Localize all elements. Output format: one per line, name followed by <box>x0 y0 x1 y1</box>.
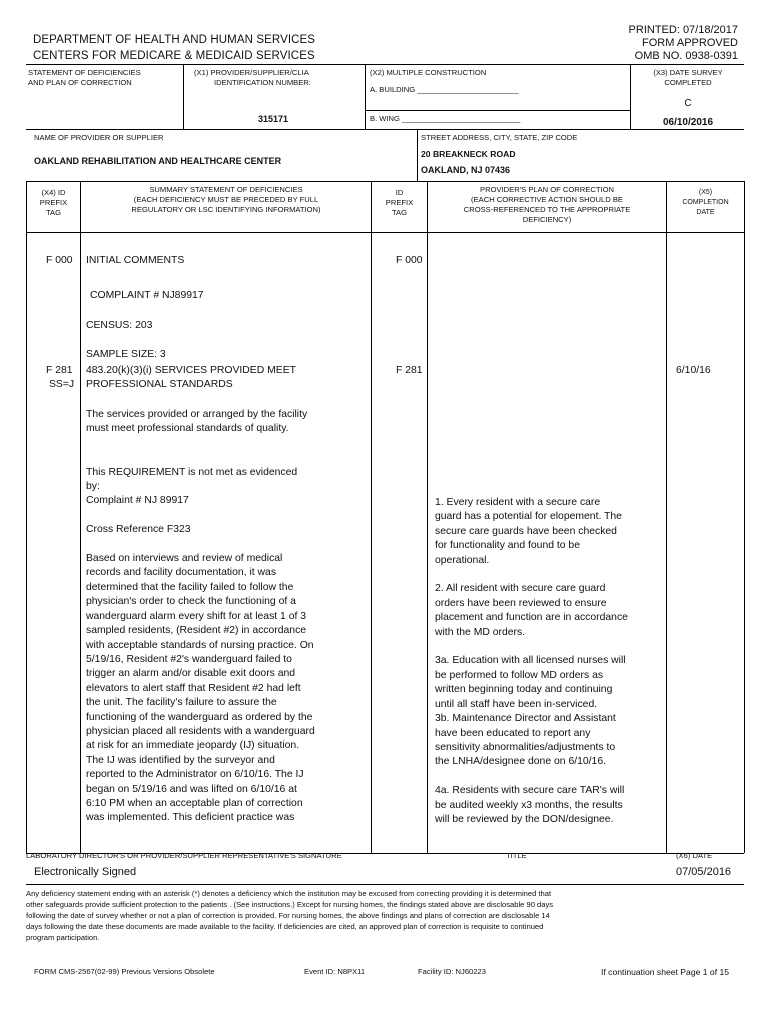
plan-header-1: PROVIDER'S PLAN OF CORRECTION <box>480 185 614 194</box>
x5-header-2: COMPLETION <box>682 199 729 206</box>
rule-v-address <box>417 129 418 181</box>
id-header <box>372 188 427 218</box>
summary-header-2: (EACH DEFICIENCY MUST BE PRECEDED BY FULL <box>133 195 319 204</box>
provider-name-label: NAME OF PROVIDER OR SUPPLIER <box>34 133 164 142</box>
address-label: STREET ADDRESS, CITY, STATE, ZIP CODE <box>421 133 578 142</box>
rule-right-border <box>744 181 745 853</box>
form-status-header <box>629 24 738 63</box>
f281-title-1: 483.20(k)(3)(i) SERVICES PROVIDED MEET <box>86 365 296 376</box>
x3-label <box>636 68 740 88</box>
rule-building <box>366 110 630 111</box>
rule-top <box>26 64 744 65</box>
rule-columns-top <box>26 181 744 182</box>
rule-v3 <box>630 64 631 129</box>
x4-header <box>27 188 80 218</box>
tag-f000-right: F 000 <box>396 255 423 266</box>
census: CENSUS: 203 <box>86 320 153 331</box>
rule-left-border <box>26 181 27 853</box>
completion-date: 6/10/16 <box>676 365 711 376</box>
rule-col-1 <box>80 181 81 853</box>
form-approved: FORM APPROVED <box>642 37 738 49</box>
sample-size: SAMPLE SIZE: 3 <box>86 349 166 360</box>
statement-label-1: STATEMENT OF DEFICIENCIES <box>28 68 141 77</box>
omb-number: OMB NO. 0938-0391 <box>634 50 738 62</box>
f281-title-2: PROFESSIONAL STANDARDS <box>86 379 233 390</box>
printed-date: PRINTED: 07/18/2017 <box>628 24 738 36</box>
x3-label-1: (X3) DATE SURVEY <box>653 68 723 77</box>
tag-f281-left: F 281 <box>46 365 73 376</box>
statement-label <box>28 68 141 88</box>
rule-col-3 <box>427 181 428 853</box>
severity-scope: SS=J <box>49 379 75 390</box>
title-label: TITLE <box>506 851 527 860</box>
provider-id-number: 315171 <box>258 114 289 124</box>
form-number: FORM CMS-2567(02-99) Previous Versions Obsolete <box>34 967 215 976</box>
survey-date: 06/10/2016 <box>662 117 714 128</box>
id-header-1: ID <box>395 188 404 197</box>
x5-header-3: DATE <box>696 209 715 216</box>
rule-v1 <box>183 64 184 129</box>
tag-f281-right: F 281 <box>396 365 423 376</box>
statement-label-2: AND PLAN OF CORRECTION <box>28 78 132 87</box>
initial-comments: INITIAL COMMENTS <box>86 255 185 266</box>
x1-label <box>194 68 311 88</box>
rule-provider-top <box>26 129 744 130</box>
department-line-2: CENTERS FOR MEDICARE & MEDICAID SERVICES <box>33 50 315 62</box>
continuation-page: If continuation sheet Page 1 of 15 <box>601 967 730 977</box>
rule-v2 <box>365 64 366 129</box>
id-header-2: PREFIX <box>385 198 414 207</box>
x1-label-1: (X1) PROVIDER/SUPPLIER/CLIA <box>194 68 309 77</box>
x4-header-1: (X4) ID <box>41 188 66 197</box>
city-state-zip: OAKLAND, NJ 07436 <box>421 165 511 175</box>
tag-f000-left: F 000 <box>46 255 73 266</box>
summary-header-3: REGULATORY OR LSC IDENTIFYING INFORMATION) <box>131 205 321 214</box>
x3-label-2: COMPLETED <box>664 78 712 87</box>
summary-header-1: SUMMARY STATEMENT OF DEFICIENCIES <box>149 185 303 194</box>
plan-of-correction-text: 1. Every resident with a secure care guard has a potential for elopement. The secure care guards have been checked for functionality and found to be operational. 2. All resident with secure care guard orders have been reviewed to ensure placement and function are in accordance with the MD orders. 3a. Education with all licensed nurses will be performed to follow MD orders as written beginning today and continuing until all staff have been in-serviced. 3b. Maintenance Director and Assistant have been educated to report any sensitivity abnormalities/adjustments to the LNHA/designee done on 6/10/16. 4a. Residents with secure care TAR's will be audited weekly x3 months, the results will be reviewed by the DON/designee. <box>435 497 628 825</box>
x5-header-1: (X5) <box>698 189 713 196</box>
deficiency-disclaimer: Any deficiency statement ending with an asterisk (*) denotes a deficiency which the institution may be excused from correcting providing it is determined that other safeguards provide sufficient protection to the patients . (See instructions.) Except for nursing homes, the findings stated above are disclosable 90 days following the date of survey whether or not a plan of correction is provided. For nursing homes, the above findings and plans of correction are disclosable 14 days following the date these documents are made available to the facility. If deficiencies are cited, an approved plan of correction is requisite to continued program participation. <box>26 889 554 942</box>
wing-line: B. WING ____________________________ <box>370 114 521 123</box>
x4-header-3: TAG <box>45 208 62 217</box>
building-line: A. BUILDING ________________________ <box>370 85 519 94</box>
id-header-3: TAG <box>391 208 408 217</box>
event-id: Event ID: N8PX11 <box>304 967 366 976</box>
department-header <box>33 32 315 64</box>
rule-signature-bottom <box>26 884 744 885</box>
plan-header-2: (EACH CORRECTIVE ACTION SHOULD BE <box>471 195 623 204</box>
plan-header-3: CROSS-REFERENCED TO THE APPROPRIATE <box>463 205 631 214</box>
rule-columns-bottom <box>26 232 744 233</box>
x1-label-2: IDENTIFICATION NUMBER: <box>214 78 311 87</box>
summary-statement-text: The services provided or arranged by the facility must meet professional standards of quality. This REQUIREMENT is not met as evidenced by: Complaint # NJ 89917 Cross Reference F323 Based on interviews and review of medical records and facility documentation, it was determined that the facility failed to follow the physician's order to check the functioning of a wanderguard alarm every shift for at least 1 of 3 sampled residents, (Resident #2) in accordance with acceptable standards of nursing practice. On 5/19/16, Resident #2's wanderguard failed to trigger an alarm and/or disable exit doors and elevators to alert staff that Resident #2 had left the unit. The facility's failure to assure the functioning of the wanderguard as ordered by the physician placed all residents with a wanderguard at risk for an immediate jeopardy (IJ) situation. The IJ was identified by the surveyor and reported to the Administrator on 6/10/16. The IJ began on 5/19/16 and was lifted on 6/10/16 at 6:10 PM when an acceptable plan of correction was implemented. This deficient practice was <box>86 409 315 824</box>
x2-label: (X2) MULTIPLE CONSTRUCTION <box>370 68 487 77</box>
x3-code: C <box>684 98 692 109</box>
date-label: (X6) DATE <box>676 851 713 860</box>
facility-id: Facility ID: NJ60223 <box>418 967 486 976</box>
plan-header <box>428 185 666 225</box>
complaint-number: COMPLAINT # NJ89917 <box>90 290 204 301</box>
signature-date: 07/05/2016 <box>676 866 732 878</box>
director-signature-label: LABORATORY DIRECTOR'S OR PROVIDER/SUPPLIER REPRESENTATIVE'S SIGNATURE <box>26 851 342 860</box>
street-address: 20 BREAKNECK ROAD <box>421 149 516 159</box>
summary-header <box>81 185 371 215</box>
x4-header-2: PREFIX <box>39 198 68 207</box>
rule-col-2 <box>371 181 372 853</box>
plan-header-4: DEFICIENCY) <box>522 215 572 224</box>
provider-name: OAKLAND REHABILITATION AND HEALTHCARE CENTER <box>34 156 282 166</box>
department-line-1: DEPARTMENT OF HEALTH AND HUMAN SERVICES <box>33 34 316 46</box>
electronic-signature: Electronically Signed <box>34 866 137 878</box>
x5-header <box>667 188 744 218</box>
rule-col-4 <box>666 181 667 853</box>
